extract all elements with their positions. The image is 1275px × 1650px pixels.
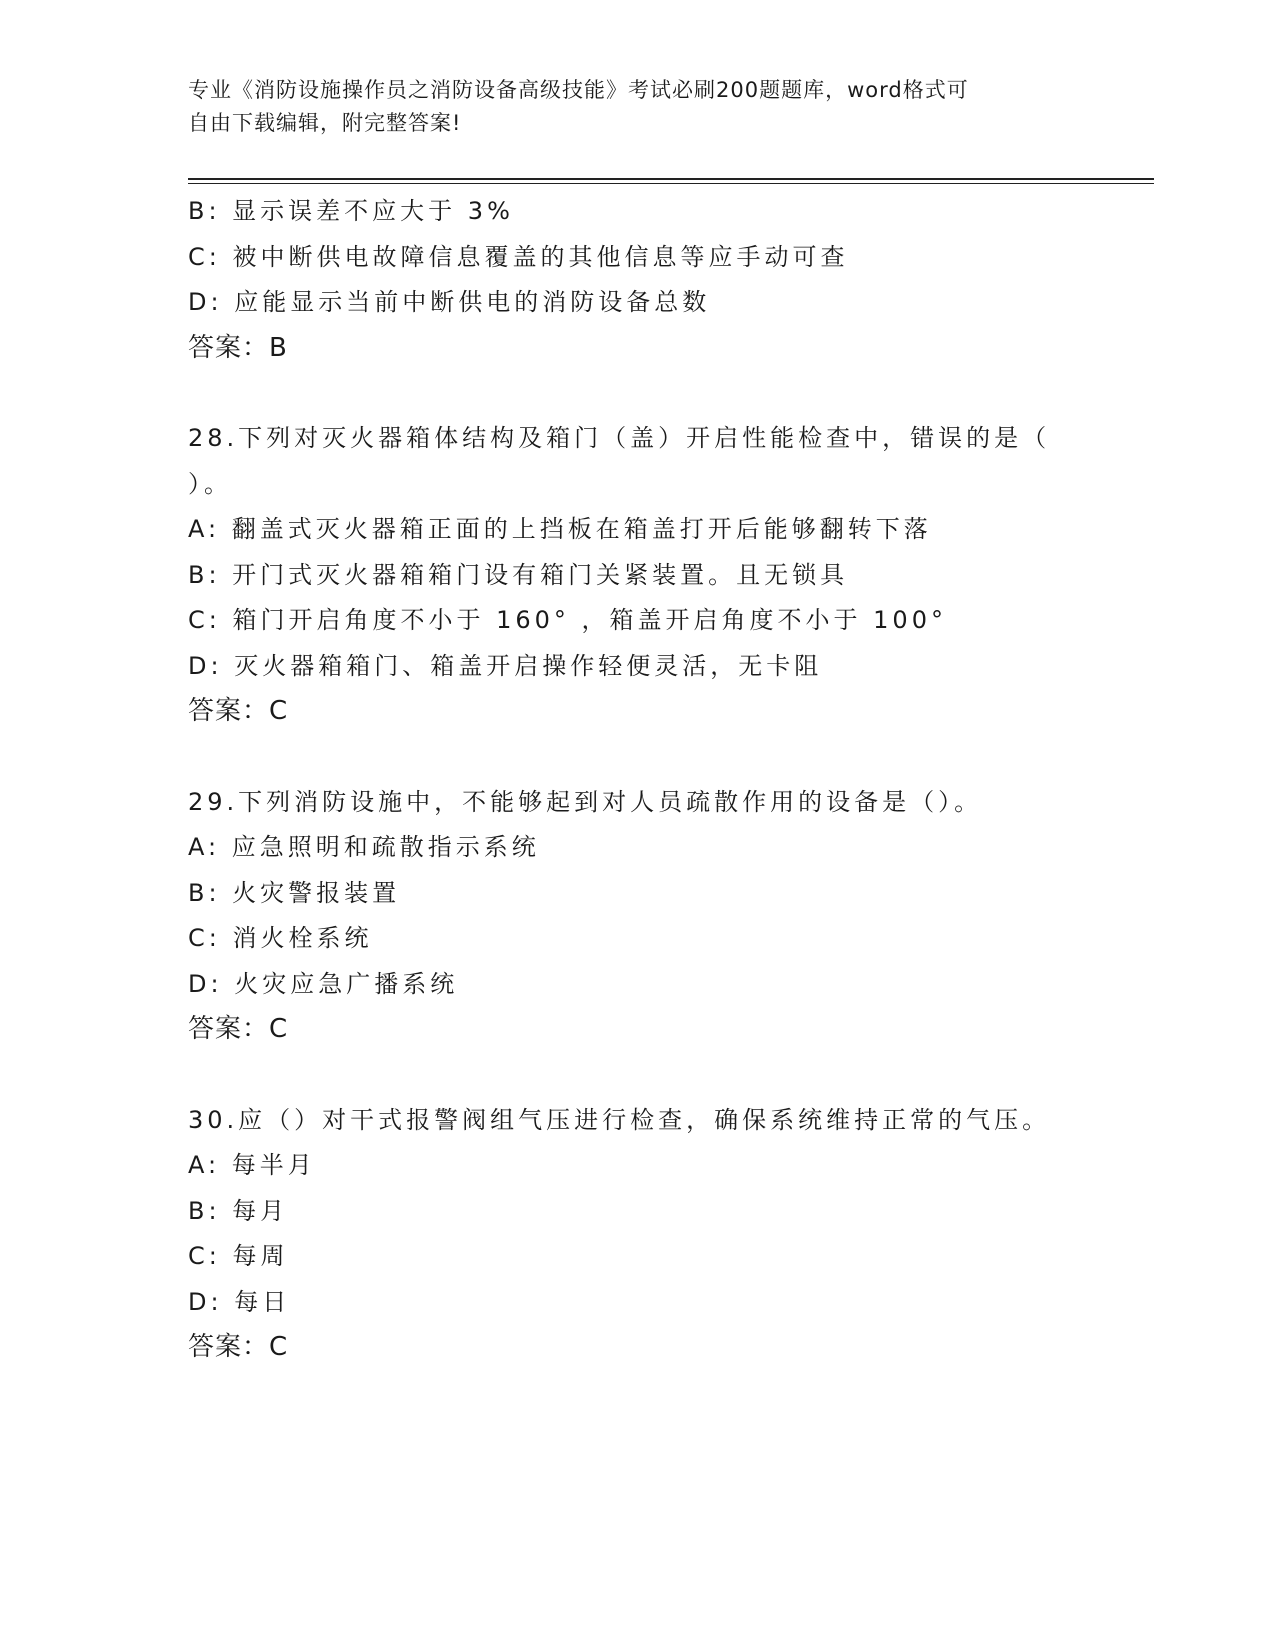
option-b: B: 每月 bbox=[188, 1196, 289, 1225]
option-c: C: 每周 bbox=[188, 1242, 289, 1270]
option-d: D: 灭火器箱箱门、箱盖开启操作轻便灵活，无卡阻 bbox=[188, 651, 823, 680]
option-b: B: 开门式灭火器箱箱门设有箱门关紧装置。且无锁具 bbox=[188, 560, 849, 589]
option-a: A: 翻盖式灭火器箱正面的上挡板在箱盖打开后能够翻转下落 bbox=[188, 515, 932, 543]
document-header bbox=[188, 74, 1068, 140]
option-a: A: 每半月 bbox=[188, 1151, 316, 1179]
header-line-1: 专业《消防设施操作员之消防设备高级技能》考试必刷200题题库，word格式可 bbox=[188, 78, 969, 102]
option-c: C: 被中断供电故障信息覆盖的其他信息等应手动可查 bbox=[188, 242, 849, 271]
question-29 bbox=[188, 780, 1088, 1053]
option-d: D: 每日 bbox=[188, 1287, 291, 1316]
option-b: B: 显示误差不应大于 3% bbox=[188, 197, 514, 225]
question-28 bbox=[188, 416, 1088, 735]
answer-line: 答案：B bbox=[188, 332, 288, 363]
question-stem: 28.下列对灭火器箱体结构及箱门（盖）开启性能检查中，错误的是（ bbox=[188, 424, 1051, 452]
option-c: C: 箱门开启角度不小于 160° ，箱盖开启角度不小于 100° bbox=[188, 606, 947, 634]
option-b: B: 火灾警报装置 bbox=[188, 878, 401, 907]
option-c: C: 消火栓系统 bbox=[188, 924, 373, 952]
option-d: D: 火灾应急广播系统 bbox=[188, 969, 459, 998]
question-30 bbox=[188, 1098, 1088, 1371]
question-stem: 30.应（）对干式报警阀组气压进行检查，确保系统维持正常的气压。 bbox=[188, 1105, 1051, 1134]
answer-line: 答案：C bbox=[188, 696, 289, 726]
document-body bbox=[188, 189, 1088, 1371]
option-a: A: 应急照明和疏散指示系统 bbox=[188, 833, 540, 861]
header-line-2: 自由下载编辑，附完整答案! bbox=[188, 111, 462, 135]
header-rule-thin bbox=[188, 183, 1154, 184]
answer-line: 答案：C bbox=[188, 1014, 289, 1044]
answer-line: 答案：C bbox=[188, 1332, 289, 1362]
option-d: D: 应能显示当前中断供电的消防设备总数 bbox=[188, 288, 711, 316]
question-stem: 29.下列消防设施中，不能够起到对人员疏散作用的设备是（）。 bbox=[188, 787, 983, 816]
question-27-partial bbox=[188, 189, 1088, 371]
question-stem-continued: ）。 bbox=[188, 469, 232, 498]
header-rule-thick bbox=[188, 178, 1154, 180]
